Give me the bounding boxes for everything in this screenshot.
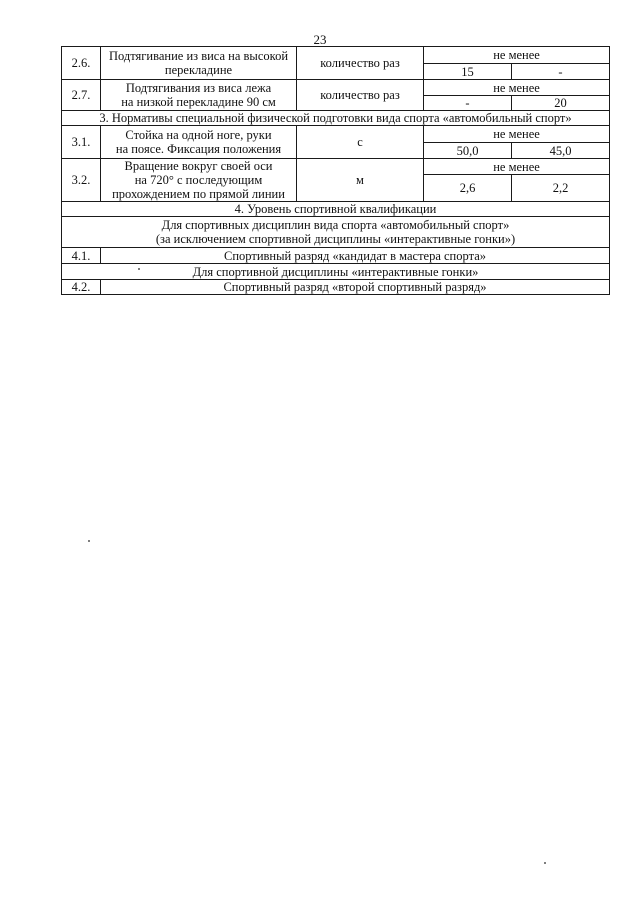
exercise-name-line: прохождением по прямой линии bbox=[112, 187, 285, 201]
threshold-header: не менее bbox=[424, 80, 610, 96]
table-row bbox=[62, 126, 610, 143]
exercise-name-line: Вращение вокруг своей оси bbox=[124, 159, 273, 173]
qualification-text: Спортивный разряд «второй спортивный разряд» bbox=[101, 280, 610, 295]
row-number: 3.1. bbox=[62, 126, 101, 159]
section-heading: 4. Уровень спортивной квалификации bbox=[62, 202, 610, 217]
exercise-name-line: Подтягивания из виса лежа bbox=[125, 81, 272, 95]
exercise-name-line: на поясе. Фиксация положения bbox=[115, 142, 282, 156]
row-number: 3.2. bbox=[62, 159, 101, 202]
table-row bbox=[62, 159, 610, 175]
table-row bbox=[62, 80, 610, 96]
table-row bbox=[62, 47, 610, 64]
threshold-header: не менее bbox=[424, 159, 610, 175]
exercise-name-line: перекладине bbox=[164, 63, 233, 77]
unit-cell: количество раз bbox=[297, 47, 424, 80]
section-row bbox=[62, 111, 610, 126]
value-cell: 2,6 bbox=[424, 175, 512, 202]
exercise-name bbox=[101, 159, 297, 202]
qualification-text: Спортивный разряд «кандидат в мастера спорта» bbox=[101, 248, 610, 264]
value-cell: - bbox=[512, 64, 610, 80]
value-cell: 20 bbox=[512, 96, 610, 111]
section-heading: 3. Нормативы специальной физической подготовки вида спорта «автомобильный спорт» bbox=[62, 111, 610, 126]
discipline-group-heading bbox=[62, 217, 610, 248]
exercise-name-line: Подтягивание из виса на высокой bbox=[108, 49, 289, 63]
row-number: 2.7. bbox=[62, 80, 101, 111]
discipline-group-heading: Для спортивной дисциплины «интерактивные гонки» bbox=[62, 264, 610, 280]
unit-cell: м bbox=[297, 159, 424, 202]
value-cell: 15 bbox=[424, 64, 512, 80]
row-number: 2.6. bbox=[62, 47, 101, 80]
discipline-group-line: (за исключением спортивной дисциплины «интерактивные гонки») bbox=[155, 232, 516, 246]
row-number: 4.2. bbox=[62, 280, 101, 295]
value-cell: 45,0 bbox=[512, 143, 610, 159]
discipline-group-line: Для спортивных дисциплин вида спорта «автомобильный спорт» bbox=[161, 218, 510, 232]
exercise-name bbox=[101, 126, 297, 159]
scan-speck bbox=[138, 268, 140, 270]
value-cell: - bbox=[424, 96, 512, 111]
exercise-name-line: на 720° с последующим bbox=[134, 173, 263, 187]
table-row bbox=[62, 280, 610, 295]
group-row bbox=[62, 217, 610, 248]
scan-speck bbox=[88, 540, 90, 542]
section-row bbox=[62, 202, 610, 217]
unit-cell: с bbox=[297, 126, 424, 159]
value-cell: 2,2 bbox=[512, 175, 610, 202]
page-number: 23 bbox=[313, 32, 327, 47]
threshold-header: не менее bbox=[424, 126, 610, 143]
table-row bbox=[62, 248, 610, 264]
threshold-header: не менее bbox=[424, 47, 610, 64]
exercise-name bbox=[101, 80, 297, 111]
exercise-name-line: Стойка на одной ноге, руки bbox=[125, 128, 272, 142]
normatives-table bbox=[61, 46, 610, 295]
unit-cell: количество раз bbox=[297, 80, 424, 111]
value-cell: 50,0 bbox=[424, 143, 512, 159]
exercise-name-line: на низкой перекладине 90 см bbox=[121, 95, 276, 109]
row-number: 4.1. bbox=[62, 248, 101, 264]
group-row bbox=[62, 264, 610, 280]
exercise-name bbox=[101, 47, 297, 80]
scan-speck bbox=[544, 862, 546, 864]
